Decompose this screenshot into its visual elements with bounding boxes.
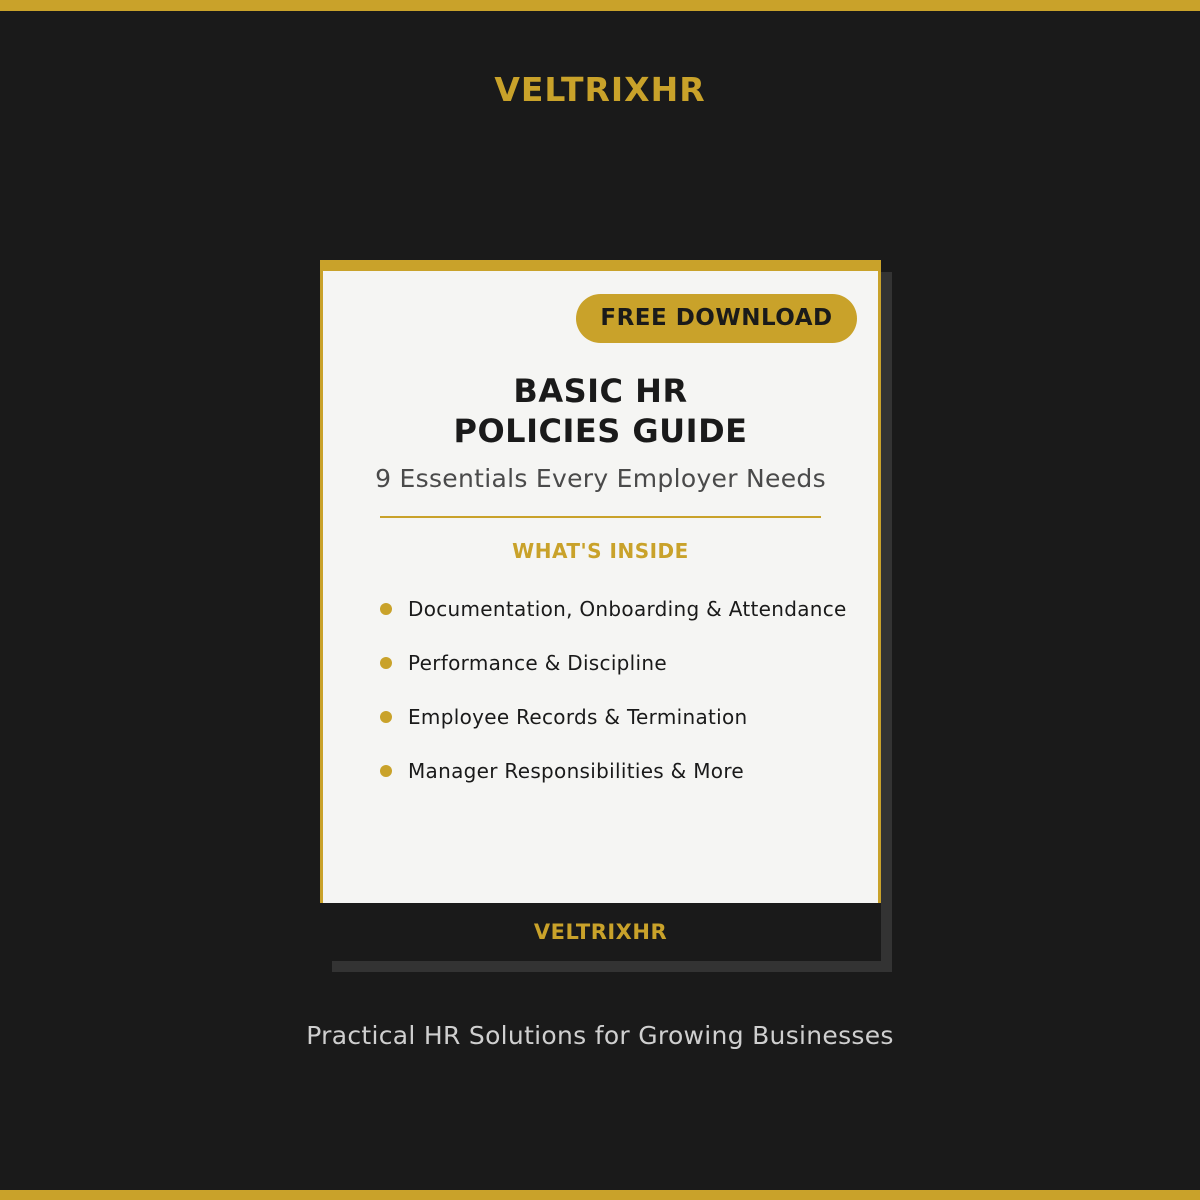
card-footer-brand: VELTRIXHR bbox=[320, 903, 881, 961]
guide-title bbox=[323, 371, 878, 451]
list-item-label: Documentation, Onboarding & Attendance bbox=[408, 597, 847, 621]
bullet-dot-icon bbox=[380, 657, 392, 669]
list-item bbox=[380, 648, 667, 678]
section-heading: WHAT'S INSIDE bbox=[512, 539, 689, 563]
brand-logo: VELTRIXHR bbox=[494, 70, 706, 109]
list-item bbox=[380, 756, 744, 786]
bullet-dot-icon bbox=[380, 603, 392, 615]
list-item-label: Manager Responsibilities & More bbox=[408, 759, 745, 783]
top-accent-bar bbox=[0, 0, 1200, 11]
list-item bbox=[380, 702, 748, 732]
list-item bbox=[380, 594, 847, 624]
bullet-dot-icon bbox=[380, 765, 392, 777]
bottom-accent-bar bbox=[0, 1190, 1200, 1200]
guide-cover-card[interactable] bbox=[320, 260, 881, 961]
bullet-dot-icon bbox=[380, 711, 392, 723]
guide-title-line-1: BASIC HR bbox=[513, 372, 688, 410]
guide-subtitle: 9 Essentials Every Employer Needs bbox=[375, 464, 826, 493]
guide-title-line-2: POLICIES GUIDE bbox=[453, 412, 748, 450]
list-item-label: Employee Records & Termination bbox=[408, 705, 748, 729]
divider bbox=[380, 516, 821, 518]
free-download-badge[interactable]: FREE DOWNLOAD bbox=[576, 294, 857, 343]
tagline: Practical HR Solutions for Growing Businesses bbox=[306, 1021, 894, 1050]
list-item-label: Performance & Discipline bbox=[408, 651, 667, 675]
